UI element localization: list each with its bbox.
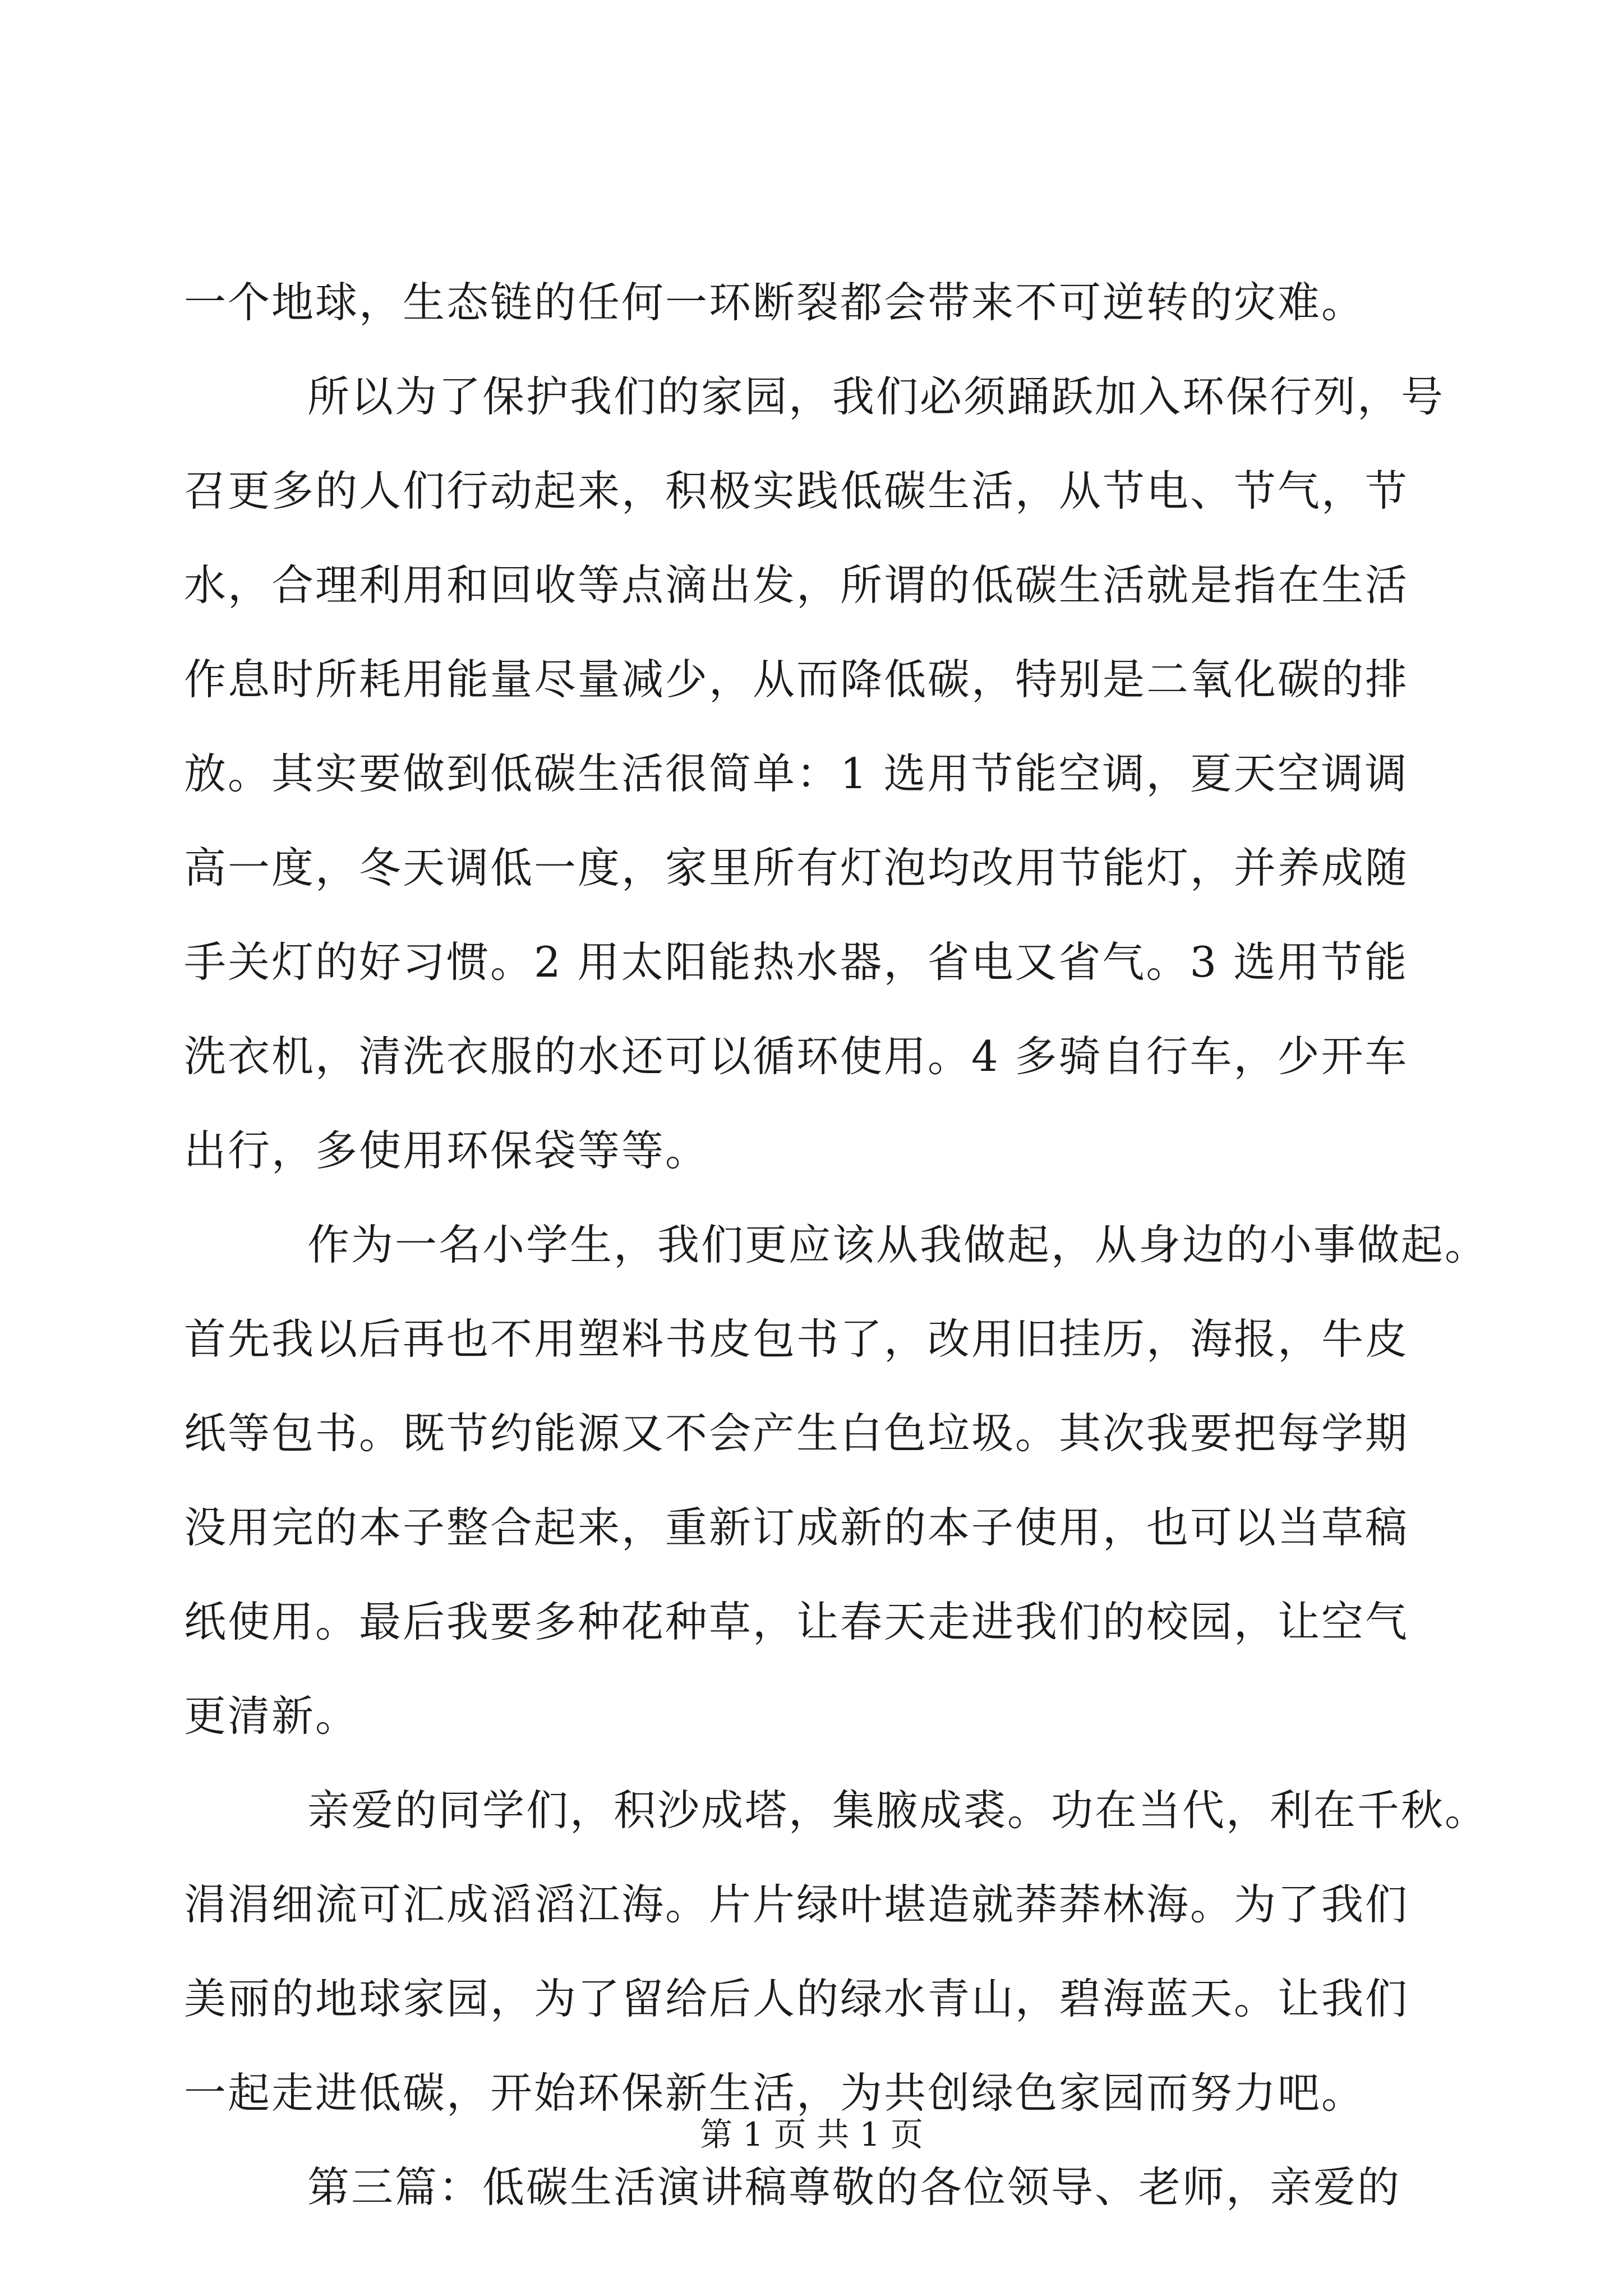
text-line: 纸等包书。既节约能源又不会产生白色垃圾。其次我要把每学期 [184, 1409, 1409, 1458]
text-line: 一起走进低碳，开始环保新生活，为共创绿色家园而努力吧。 [184, 2068, 1366, 2118]
page-footer: 第 1 页 共 1 页 [700, 2115, 923, 2154]
text-line: 一个地球，生态链的任何一环断裂都会带来不可逆转的灾难。 [184, 278, 1366, 327]
text-line: 手关灯的好习惯。2 用太阳能热水器，省电又省气。3 选用节能 [184, 937, 1409, 987]
text-line: 没用完的本子整合起来，重新订成新的本子使用，也可以当草稿 [184, 1503, 1409, 1552]
text-line: 更清新。 [184, 1691, 359, 1741]
text-line: 高一度，冬天调低一度，家里所有灯泡均改用节能灯，并养成随 [184, 843, 1409, 892]
text-line: 纸使用。最后我要多种花种草，让春天走进我们的校园，让空气 [184, 1597, 1409, 1646]
paragraph-start-line: 作为一名小学生，我们更应该从我做起，从身边的小事做起。 [307, 1220, 1489, 1269]
text-line: 首先我以后再也不用塑料书皮包书了，改用旧挂历，海报，牛皮 [184, 1314, 1409, 1364]
paragraph-start-line: 所以为了保护我们的家园，我们必须踊跃加入环保行列，号 [307, 372, 1445, 421]
document-body [184, 255, 1489, 2234]
paragraph-start-line: 亲爱的同学们，积沙成塔，集腋成裘。功在当代，利在千秋。 [307, 1786, 1489, 1835]
text-line: 洗衣机，清洗衣服的水还可以循环使用。4 多骑自行车，少开车 [184, 1032, 1409, 1081]
text-line: 放。其实要做到低碳生活很简单：1 选用节能空调，夏天空调调 [184, 749, 1409, 798]
text-line: 作息时所耗用能量尽量减少，从而降低碳，特别是二氧化碳的排 [184, 655, 1409, 704]
text-line: 美丽的地球家园，为了留给后人的绿水青山，碧海蓝天。让我们 [184, 1974, 1409, 2023]
text-line: 涓涓细流可汇成滔滔江海。片片绿叶堪造就莽莽林海。为了我们 [184, 1880, 1409, 1929]
paragraph-start-line: 第三篇：低碳生活演讲稿尊敬的各位领导、老师，亲爱的 [307, 2162, 1401, 2212]
text-line: 召更多的人们行动起来，积极实践低碳生活，从节电、节气，节 [184, 466, 1409, 516]
text-line: 出行，多使用环保袋等等。 [184, 1126, 709, 1175]
text-line: 水，合理利用和回收等点滴出发，所谓的低碳生活就是指在生活 [184, 560, 1409, 610]
